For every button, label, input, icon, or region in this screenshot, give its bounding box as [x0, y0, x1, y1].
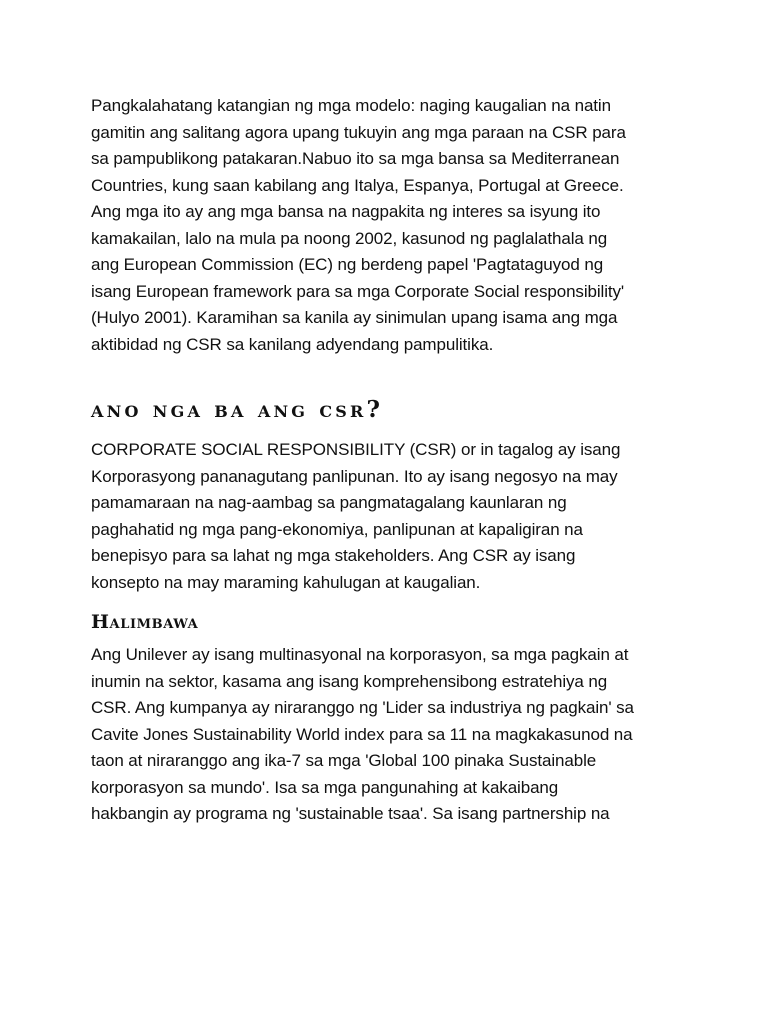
subheading: Halimbawa	[91, 611, 199, 633]
paragraph-line: Cavite Jones Sustainability World index para sa 11 na magkakasunod na	[91, 724, 633, 744]
paragraph-line: ang European Commission (EC) ng berdeng papel 'Pagtataguyod ng	[91, 255, 604, 274]
paragraph-line: (Hulyo 2001). Karamihan sa kanila ay sinimulan upang isama ang mga	[91, 308, 618, 327]
paragraph-line: isang European framework para sa mga Corporate Social responsibility'	[91, 281, 625, 301]
paragraph-line: Pangkalahatang katangian ng mga modelo: naging kaugalian na natin	[91, 96, 611, 115]
paragraph-line: aktibidad ng CSR sa kanilang adyendang pampulitika.	[91, 334, 494, 354]
paragraph-line: Countries, kung saan kabilang ang Italya, Espanya, Portugal at Greece.	[91, 175, 624, 195]
paragraph-line: hakbangin ay programa ng 'sustainable tsaa'. Sa isang partnership na	[91, 804, 610, 823]
paragraph-line: CORPORATE SOCIAL RESPONSIBILITY (CSR) or in tagalog ay isang	[91, 440, 621, 459]
paragraph-line: inumin na sektor, kasama ang isang komprehensibong estratehiya ng	[91, 671, 608, 691]
example-paragraph	[91, 642, 691, 828]
paragraph-line: pamamaraan na nag-aambag sa pangmatagalang kaunlaran ng	[91, 493, 567, 512]
csr-paragraph	[91, 437, 691, 596]
section-heading: ano nga ba ang csr?	[91, 396, 384, 423]
paragraph-line: CSR. Ang kumpanya ay niraranggo ng 'Lider sa industriya ng pagkain' sa	[91, 698, 634, 717]
paragraph-line: Ang mga ito ay ang mga bansa na nagpakita ng interes sa isyung ito	[91, 202, 601, 221]
paragraph-line: taon at niraranggo ang ika-7 sa mga 'Global 100 pinaka Sustainable	[91, 751, 597, 770]
paragraph-line: konsepto na may maraming kahulugan at kaugalian.	[91, 572, 481, 592]
document-body	[91, 93, 691, 828]
paragraph-line: korporasyon sa mundo'. Isa sa mga pangunahing at kakaibang	[91, 777, 559, 797]
intro-paragraph	[91, 93, 691, 358]
paragraph-line: gamitin ang salitang agora upang tukuyin ang mga paraan na CSR para	[91, 122, 626, 142]
paragraph-line: benepisyo para sa lahat ng mga stakeholders. Ang CSR ay isang	[91, 546, 576, 565]
paragraph-line: kamakailan, lalo na mula pa noong 2002, kasunod ng paglalathala ng	[91, 228, 608, 248]
paragraph-line: sa pampublikong patakaran.Nabuo ito sa mga bansa sa Mediterranean	[91, 149, 620, 168]
paragraph-line: Korporasyong pananagutang panlipunan. Ito ay isang negosyo na may	[91, 466, 618, 486]
paragraph-line: Ang Unilever ay isang multinasyonal na korporasyon, sa mga pagkain at	[91, 645, 629, 664]
paragraph-line: paghahatid ng mga pang-ekonomiya, panlipunan at kapaligiran na	[91, 519, 583, 539]
